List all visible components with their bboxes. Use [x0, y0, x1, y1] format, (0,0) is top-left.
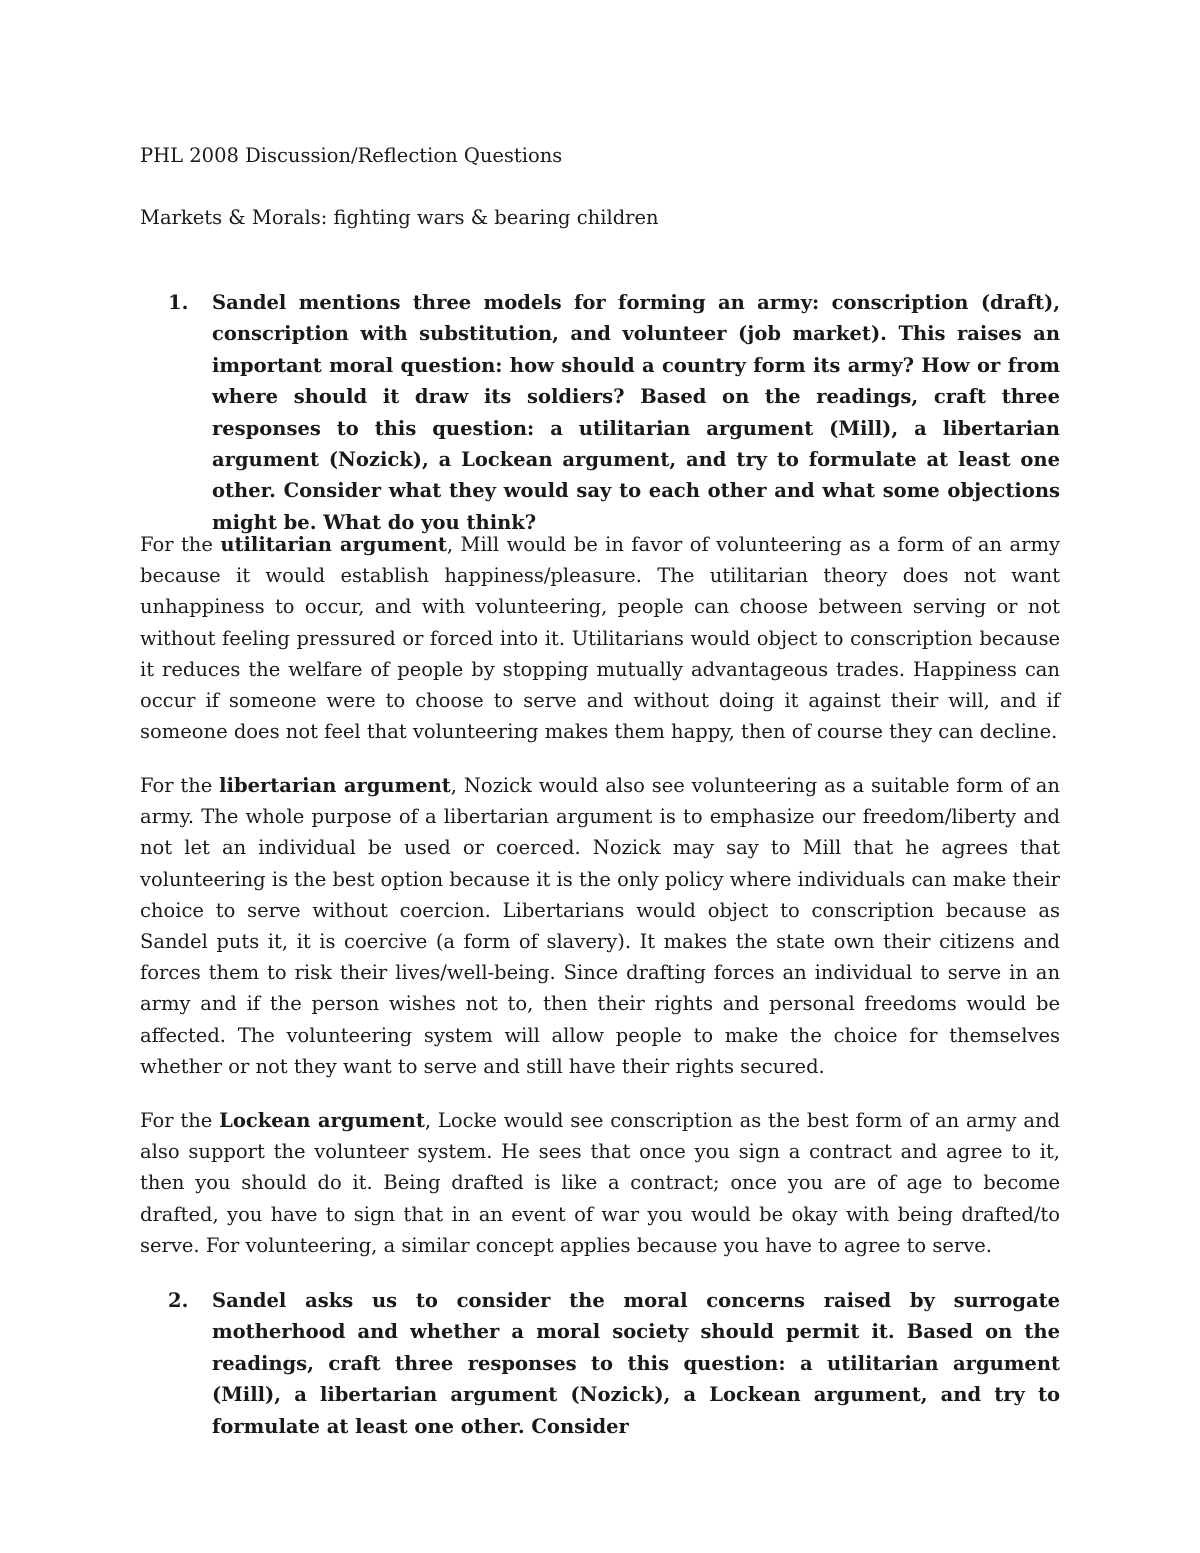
answer-libertarian — [140, 770, 1060, 1082]
answer-body: , Nozick would also see volunteering as a suitable form of an army. The whole purpose of a libertarian argument is to emphasize our freedom/liberty and not let an individual be used or coerced. Nozick may say to Mill that he agrees that volunteering is the best option because it is the only policy where individuals can make their choice to serve without coercion. Libertarians would object to conscription because as Sandel puts it, it is coercive (a form of slavery). It makes the state own their citizens and forces them to risk their lives/well-being. Since drafting forces an individual to serve in an army and if the person wishes not to, then their rights and personal freedoms would be affected. The volunteering system will allow people to make the choice for themselves whether or not they want to serve and still have their rights secured. — [140, 774, 1060, 1078]
question-1 — [168, 287, 1060, 538]
answer-keyword: utilitarian argument — [220, 533, 447, 556]
answer-utilitarian — [140, 529, 1060, 747]
question-number: 2. — [168, 1289, 189, 1312]
question-text: Sandel mentions three models for forming an army: conscription (draft), conscription with substitution, and volunteer (job market). This raises an important moral question: how should a country form its army? How or from where should it draw its soldiers? Based on the readings, craft three responses to this question: a utilitarian argument (Mill), a libertarian argument (Nozick), a Lockean argument, and try to formulate at least one other. Consider what they would say to each other and what some objections might be. What do you think? — [212, 291, 1060, 534]
answer-body: , Mill would be in favor of volunteering as a form of an army because it would establish happiness/pleasure. The utilitarian theory does not want unhappiness to occur, and with volunteering, people can choose between serving or not without feeling pressured or forced into it. Utilitarians would object to conscription because it reduces the welfare of people by stopping mutually advantageous trades. Happiness can occur if someone were to choose to serve and without doing it against their will, and if someone does not feel that volunteering makes them happy, then of course they can decline. — [140, 533, 1060, 744]
course-title: PHL 2008 Discussion/Reflection Questions — [140, 144, 563, 167]
answer-lead: For the — [140, 1109, 220, 1132]
answer-lead: For the — [140, 774, 220, 797]
answer-body: , Locke would see conscription as the best form of an army and also support the volunteer system. He sees that once you sign a contract and agree to it, then you should do it. Being drafted is like a contract; once you are of age to become drafted, you have to sign that in an event of war you would be okay with being drafted/to serve. For volunteering, a similar concept applies because you have to agree to serve. — [140, 1109, 1060, 1257]
question-2 — [168, 1285, 1060, 1442]
answer-keyword: libertarian argument — [219, 774, 451, 797]
topic-title: Markets & Morals: fighting wars & bearing children — [140, 206, 659, 229]
answer-keyword: Lockean argument — [219, 1109, 425, 1132]
answer-lockean — [140, 1105, 1060, 1261]
question-text: Sandel asks us to consider the moral concerns raised by surrogate motherhood and whether a moral society should permit it. Based on the readings, craft three responses to this question: a utilitarian argument (Mill), a libertarian argument (Nozick), a Lockean argument, and try to formulate at least one other. Consider — [212, 1289, 1060, 1438]
answer-lead: For the — [140, 533, 221, 556]
question-number: 1. — [168, 291, 189, 314]
